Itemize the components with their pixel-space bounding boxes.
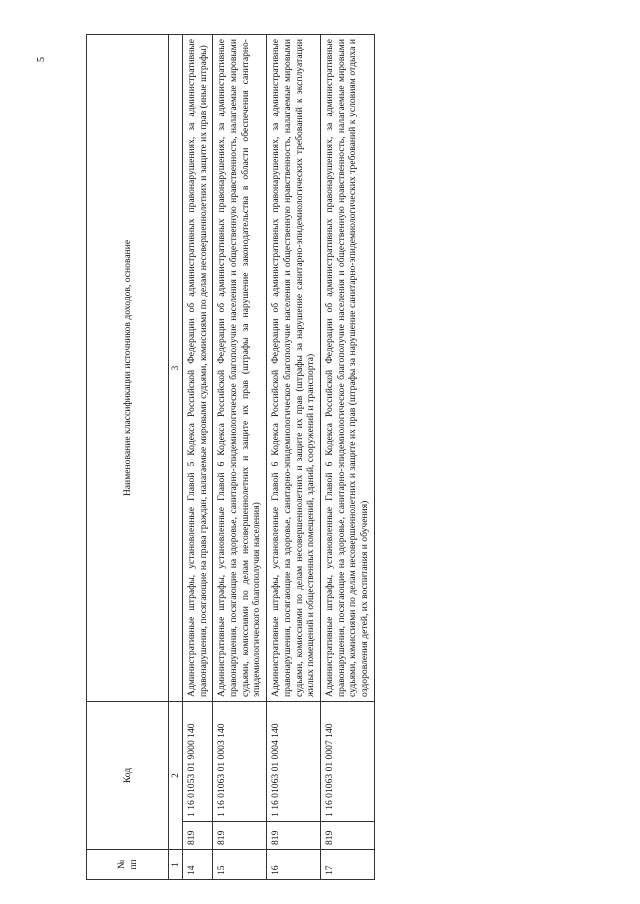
table-row bbox=[267, 34, 321, 879]
table-row bbox=[213, 34, 267, 879]
revenue-description: Административные штрафы, установленные Главой 6 Кодекса Российской Федерации об административных правонарушениях, за административные правонарушения, посягающие на здоровье, санитарно-эпидемиологическое благополучие населения и общественную нравственность, налагаемые мировыми судьями, комиссиями по делам несовершеннолетних и защите их прав (штрафы за нарушение санитарно-эпидемиологических требований к эксплуатации жилых помещений и общественных помещений, зданий, сооружений и транспорта) bbox=[267, 34, 321, 701]
admin-code: 819 bbox=[213, 822, 267, 850]
revenue-code: 1 16 01053 01 9000 140 bbox=[182, 701, 212, 821]
header-row bbox=[87, 34, 169, 879]
page-number: 5 bbox=[36, 57, 47, 62]
revenue-code: 1 16 01063 01 0004 140 bbox=[267, 701, 321, 821]
revenue-description: Административные штрафы, установленные Главой 6 Кодекса Российской Федерации об административных правонарушениях, за административные правонарушения, посягающие на здоровье, санитарно-эпидемиологическое благополучие населения и общественную нравственность, налагаемые мировыми судьями, комиссиями по делам несовершеннолетних и защите их прав (штрафы за нарушение санитарно-эпидемиологических требований к условиям отдыха и оздоровления детей, их воспитания и обучения) bbox=[321, 34, 375, 701]
revenue-description: Административные штрафы, установленные Главой 6 Кодекса Российской Федерации об административных правонарушениях, за административные правонарушения, посягающие на здоровье, санитарно-эпидемиологическое благополучие населения и общественную нравственность, налагаемые мировыми судьями, комиссиями по делам несовершеннолетних и защите их прав (штрафы за нарушение законодательства в области обеспечения санитарно-эпидемиологического благополучия населения) bbox=[213, 34, 267, 701]
header-code: Код bbox=[87, 701, 169, 849]
rotated-page bbox=[86, 35, 556, 880]
column-index-row bbox=[169, 34, 183, 879]
row-number: 16 bbox=[267, 850, 321, 880]
row-number: 14 bbox=[182, 850, 212, 880]
row-number: 15 bbox=[213, 850, 267, 880]
column-index: 1 bbox=[169, 850, 183, 880]
header-name: Наименование классификации источников доходов, основание bbox=[87, 34, 169, 701]
revenue-description: Административные штрафы, установленные Главой 5 Кодекса Российской Федерации об административных правонарушениях, за административные правонарушения, посягающие на права граждан, налагаемые мировыми судьями, комиссиями по делам несовершеннолетних и защите их прав (иные штрафы) bbox=[182, 34, 212, 701]
header-number: № пп bbox=[87, 850, 169, 880]
admin-code: 819 bbox=[321, 822, 375, 850]
table-row bbox=[321, 34, 375, 879]
column-index: 3 bbox=[169, 34, 183, 701]
admin-code: 819 bbox=[267, 822, 321, 850]
column-index: 2 bbox=[169, 701, 183, 849]
revenue-code: 1 16 01063 01 0007 140 bbox=[321, 701, 375, 821]
table-row bbox=[182, 34, 212, 879]
row-number: 17 bbox=[321, 850, 375, 880]
revenue-code: 1 16 01063 01 0003 140 bbox=[213, 701, 267, 821]
revenue-sources-table bbox=[86, 34, 375, 880]
admin-code: 819 bbox=[182, 822, 212, 850]
